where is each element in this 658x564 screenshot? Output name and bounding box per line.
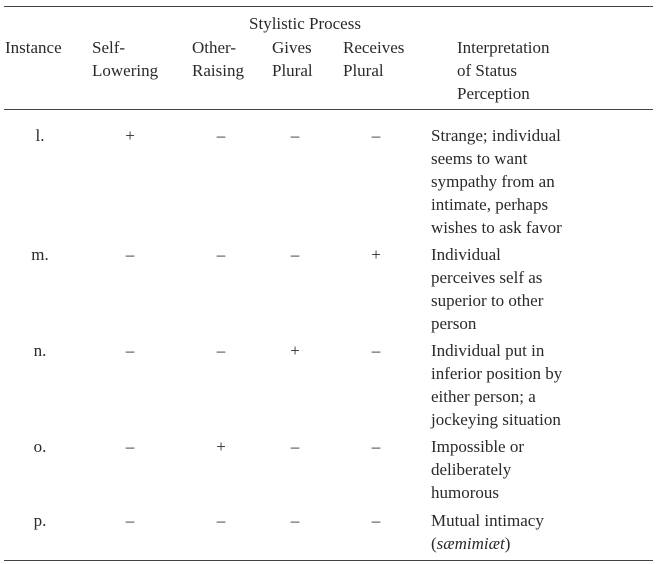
header-rule bbox=[4, 109, 653, 110]
other-raising-cell: – bbox=[216, 511, 226, 530]
self-lowering-cell: – bbox=[125, 341, 135, 360]
self-lowering-cell: – bbox=[125, 437, 135, 456]
other-raising-cell: + bbox=[216, 437, 226, 456]
note-term: sæmimiæt bbox=[436, 534, 505, 553]
column-header-gives-plural-line: Gives bbox=[272, 38, 312, 57]
interpretation-line: either person; a bbox=[431, 387, 536, 406]
self-lowering-cell: + bbox=[125, 126, 135, 145]
column-header-other-raising-line: Other- bbox=[192, 38, 237, 57]
interpretation-cell bbox=[431, 243, 651, 335]
receives-plural-cell: – bbox=[371, 341, 381, 360]
gives-plural-cell: – bbox=[290, 245, 300, 264]
instance-cell: l. bbox=[35, 126, 45, 145]
group-header-stylistic-process: Stylistic Process bbox=[249, 14, 361, 33]
interpretation-line: person bbox=[431, 314, 477, 333]
column-header-receives-plural bbox=[343, 36, 404, 82]
interpretation-cell bbox=[431, 435, 651, 504]
column-header-receives-plural-line: Plural bbox=[343, 61, 384, 80]
interpretation-line: humorous bbox=[431, 483, 499, 502]
column-header-interpretation-line: of Status bbox=[457, 61, 517, 80]
interpretation-line: wishes to ask favor bbox=[431, 218, 562, 237]
gives-plural-cell: – bbox=[290, 437, 300, 456]
instance-cell: o. bbox=[33, 437, 47, 456]
top-rule bbox=[4, 6, 653, 7]
column-header-interpretation-line: Perception bbox=[457, 84, 530, 103]
gives-plural-cell: – bbox=[290, 511, 300, 530]
interpretation-line: jockeying situation bbox=[431, 410, 561, 429]
instance-cell: p. bbox=[33, 511, 47, 530]
other-raising-cell: – bbox=[216, 245, 226, 264]
interpretation-line: perceives self as bbox=[431, 268, 543, 287]
bottom-rule bbox=[4, 560, 653, 561]
column-header-receives-plural-line: Receives bbox=[343, 38, 405, 57]
interpretation-line: Strange; individual bbox=[431, 126, 561, 145]
interpretation-line: Impossible or bbox=[431, 437, 525, 456]
column-header-gives-plural bbox=[272, 36, 313, 82]
interpretation-line: Individual put in bbox=[431, 341, 545, 360]
note-close-paren: ) bbox=[504, 534, 511, 553]
instance-cell: n. bbox=[33, 341, 47, 360]
interpretation-cell bbox=[431, 124, 651, 239]
column-header-self-lowering-line: Self- bbox=[92, 38, 126, 57]
interpretation-line: superior to other bbox=[431, 291, 544, 310]
self-lowering-cell: – bbox=[125, 245, 135, 264]
interpretation-note bbox=[431, 532, 651, 555]
column-header-interpretation-line: Interpretation bbox=[457, 38, 550, 57]
interpretation-line: inferior position by bbox=[431, 364, 563, 383]
receives-plural-cell: – bbox=[371, 511, 381, 530]
column-header-gives-plural-line: Plural bbox=[272, 61, 313, 80]
interpretation-line: deliberately bbox=[431, 460, 512, 479]
interpretation-line: Mutual intimacy bbox=[431, 511, 544, 530]
receives-plural-cell: – bbox=[371, 437, 381, 456]
interpretation-cell bbox=[431, 339, 651, 431]
interpretation-cell bbox=[431, 509, 651, 555]
interpretation-line: Individual bbox=[431, 245, 501, 264]
column-header-interpretation bbox=[457, 36, 550, 105]
column-header-instance-label: Instance bbox=[5, 38, 62, 57]
gives-plural-cell: – bbox=[290, 126, 300, 145]
column-header-instance bbox=[5, 36, 62, 59]
interpretation-line: sympathy from an bbox=[431, 172, 555, 191]
column-header-self-lowering-line: Lowering bbox=[92, 61, 159, 80]
other-raising-cell: – bbox=[216, 341, 226, 360]
column-header-self-lowering bbox=[92, 36, 158, 82]
column-header-other-raising-line: Raising bbox=[192, 61, 244, 80]
interpretation-line: intimate, perhaps bbox=[431, 195, 549, 214]
other-raising-cell: – bbox=[216, 126, 226, 145]
self-lowering-cell: – bbox=[125, 511, 135, 530]
gives-plural-cell: + bbox=[290, 341, 300, 360]
receives-plural-cell: – bbox=[371, 126, 381, 145]
column-header-other-raising bbox=[192, 36, 244, 82]
note-open-paren: ( bbox=[431, 534, 437, 553]
interpretation-line: seems to want bbox=[431, 149, 528, 168]
instance-cell: m. bbox=[31, 245, 49, 264]
receives-plural-cell: + bbox=[371, 245, 381, 264]
